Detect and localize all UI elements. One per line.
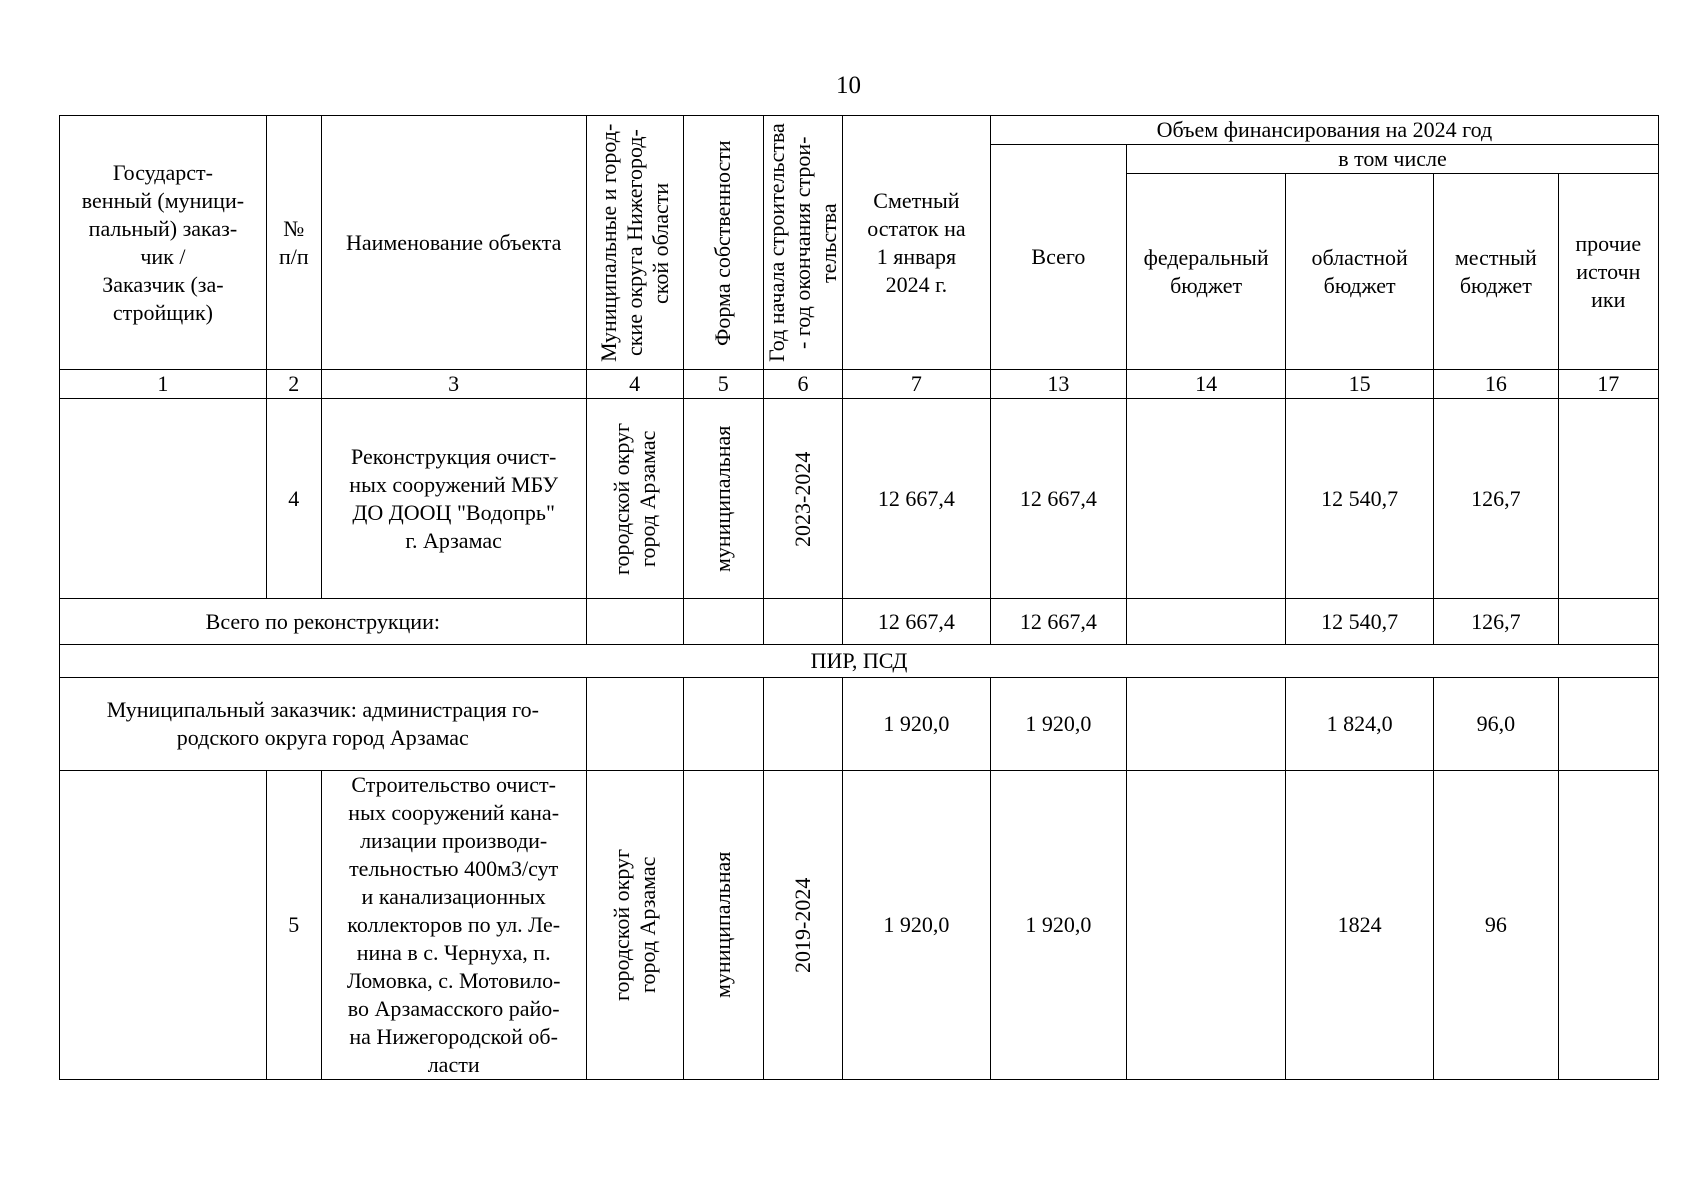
municipality: городской округ город Арзамас bbox=[608, 848, 660, 1002]
regional-value: 12 540,7 bbox=[1286, 599, 1434, 645]
header-municipality-cell bbox=[586, 116, 683, 370]
table-row bbox=[60, 399, 1659, 599]
page-number: 10 bbox=[836, 72, 861, 99]
ownership-cell bbox=[683, 399, 763, 599]
total-value: 12 667,4 bbox=[990, 599, 1126, 645]
empty-cell bbox=[1126, 599, 1285, 645]
empty-cell bbox=[586, 678, 683, 771]
years-cell bbox=[763, 771, 842, 1080]
federal-value bbox=[1126, 399, 1285, 599]
row-number: 4 bbox=[266, 399, 321, 599]
section-title: ПИР, ПСД bbox=[60, 645, 1659, 678]
total-value: 12 667,4 bbox=[990, 399, 1126, 599]
federal-value bbox=[1126, 771, 1285, 1080]
other-value bbox=[1558, 771, 1658, 1080]
header-local: местный бюджет bbox=[1434, 174, 1559, 370]
section-row bbox=[60, 645, 1659, 678]
regional-value: 1824 bbox=[1286, 771, 1434, 1080]
empty-cell bbox=[1126, 678, 1285, 771]
years-cell bbox=[763, 399, 842, 599]
column-number: 14 bbox=[1126, 370, 1285, 399]
header-other: прочие источн ики bbox=[1558, 174, 1658, 370]
header-estimate-remainder: Сметный остаток на 1 января 2024 г. bbox=[843, 116, 991, 370]
header-customer: Государст- венный (муници- пальный) заказ- чик / Заказчик (за- стройщик) bbox=[60, 116, 267, 370]
header-total: Всего bbox=[990, 145, 1126, 370]
column-number: 5 bbox=[683, 370, 763, 399]
years: 2019-2024 bbox=[789, 877, 815, 973]
customer-cell bbox=[60, 771, 267, 1080]
object-name: Реконструкция очист- ных сооружений МБУ ДО ДООЦ "Водопрь" г. Арзамас bbox=[321, 399, 586, 599]
column-number: 16 bbox=[1434, 370, 1559, 399]
empty-cell bbox=[1558, 599, 1658, 645]
estimate-value: 12 667,4 bbox=[843, 399, 991, 599]
header-years-cell bbox=[763, 116, 842, 370]
column-number: 17 bbox=[1558, 370, 1658, 399]
empty-cell bbox=[586, 599, 683, 645]
column-number: 13 bbox=[990, 370, 1126, 399]
column-number: 7 bbox=[843, 370, 991, 399]
column-number: 6 bbox=[763, 370, 842, 399]
local-value: 96,0 bbox=[1434, 678, 1559, 771]
municipality-cell bbox=[586, 399, 683, 599]
regional-value: 12 540,7 bbox=[1286, 399, 1434, 599]
ownership-cell bbox=[683, 771, 763, 1080]
object-name: Строительство очист- ных сооружений кана- лизации производи- тельностью 400м3/сут и канализационных коллекторов по ул. Ле- нина в с. Чернуха, п. Ломовка, с. Мотовило- во Арзамасского райо- на Нижегородской об- ласти bbox=[321, 771, 586, 1080]
regional-value: 1 824,0 bbox=[1286, 678, 1434, 771]
empty-cell bbox=[763, 678, 842, 771]
table-row bbox=[60, 678, 1659, 771]
header-federal: федеральный бюджет bbox=[1126, 174, 1285, 370]
other-value bbox=[1558, 399, 1658, 599]
empty-cell bbox=[683, 599, 763, 645]
header-funding-volume: Объем финансирования на 2024 год bbox=[990, 116, 1658, 145]
header-years: Год начала строительства - год окончания строи- тельства bbox=[763, 123, 841, 362]
years: 2023-2024 bbox=[789, 450, 815, 547]
empty-cell bbox=[1558, 678, 1658, 771]
customer-cell bbox=[60, 399, 267, 599]
header-regional: областной бюджет bbox=[1286, 174, 1434, 370]
local-value: 96 bbox=[1434, 771, 1559, 1080]
header-object-name: Наименование объекта bbox=[321, 116, 586, 370]
column-number: 1 bbox=[60, 370, 267, 399]
local-value: 126,7 bbox=[1434, 599, 1559, 645]
ownership: муниципальная bbox=[710, 425, 736, 572]
header-municipality: Муниципальные и город- ские округа Нижегород- ской области bbox=[595, 123, 673, 362]
column-number: 4 bbox=[586, 370, 683, 399]
customer-label: Муниципальный заказчик: администрация го- родского округа город Арзамас bbox=[60, 678, 587, 771]
municipality: городской округ город Арзамас bbox=[608, 422, 660, 575]
total-reconstruction-label: Всего по реконструкции: bbox=[60, 599, 587, 645]
total-value: 1 920,0 bbox=[990, 771, 1126, 1080]
estimate-value: 12 667,4 bbox=[843, 599, 991, 645]
empty-cell bbox=[683, 678, 763, 771]
ownership: муниципальная bbox=[710, 851, 736, 999]
table-row bbox=[60, 599, 1659, 645]
financing-table bbox=[59, 115, 1659, 1080]
header-ownership-cell bbox=[683, 116, 763, 370]
column-number: 2 bbox=[266, 370, 321, 399]
estimate-value: 1 920,0 bbox=[843, 771, 991, 1080]
column-number: 15 bbox=[1286, 370, 1434, 399]
local-value: 126,7 bbox=[1434, 399, 1559, 599]
total-value: 1 920,0 bbox=[990, 678, 1126, 771]
header-ownership: Форма собственности bbox=[710, 139, 736, 346]
header-num: № п/п bbox=[266, 116, 321, 370]
column-number: 3 bbox=[321, 370, 586, 399]
table-row bbox=[60, 771, 1659, 1080]
row-number: 5 bbox=[266, 771, 321, 1080]
municipality-cell bbox=[586, 771, 683, 1080]
estimate-value: 1 920,0 bbox=[843, 678, 991, 771]
header-including: в том числе bbox=[1126, 145, 1658, 174]
empty-cell bbox=[763, 599, 842, 645]
